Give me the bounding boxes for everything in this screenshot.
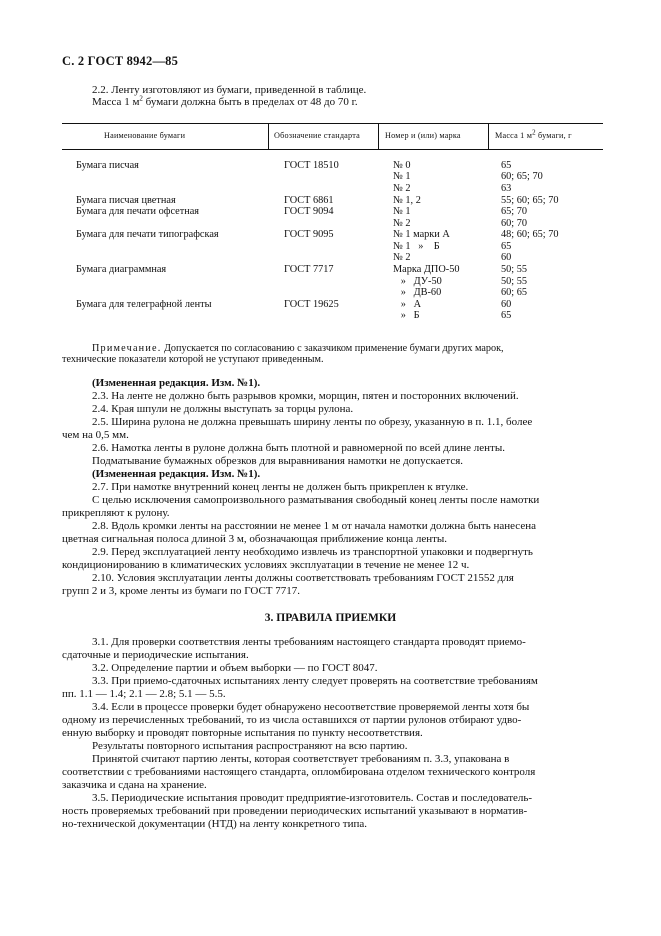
table-header-mark: Номер и (или) марка <box>385 131 461 140</box>
intro-line-2b: бумаги должна быть в пределах от 48 до 70 г. <box>142 96 358 108</box>
note-text-1: Допускается по согласованию с заказчиком применение бумаги других марок, <box>161 343 504 354</box>
clause-3-1-cont: сдаточные и периодические испытания. <box>62 649 249 661</box>
table-col-divider-3 <box>488 123 489 150</box>
table-cell-mass: 55; 60; 65; 70 <box>501 195 559 206</box>
clause-2-10: 2.10. Условия эксплуатации ленты должны соответствовать требованиям ГОСТ 21552 для <box>92 572 514 584</box>
table-cell-mass: 50; 55 <box>501 276 528 287</box>
table-cell-mark: № 2 <box>393 252 411 263</box>
section-title: 3. ПРАВИЛА ПРИЕМКИ <box>264 612 397 624</box>
clause-2-7-para: С целью исключения самопроизвольного разматывания свободный конец ленты после намотки <box>92 494 540 506</box>
table-cell-name: Бумага для телеграфной ленты <box>76 299 212 310</box>
table-cell-standard: ГОСТ 18510 <box>284 160 339 171</box>
clause-3-3: 3.3. При приемо-сдаточных испытаниях ленту следует проверять на соответствие требованиям <box>92 675 538 687</box>
clause-3-3-cont: пп. 1.1 — 1.4; 2.1 — 2.8; 5.1 — 5.5. <box>62 688 226 700</box>
table-header-rule <box>62 149 603 150</box>
clause-2-3: 2.3. На ленте не должно быть разрывов кромки, морщин, пятен и посторонних включений. <box>92 390 519 402</box>
clause-3-4: 3.4. Если в процессе проверки будет обнаружено несоответствие проверяемой ленты хотя бы <box>92 701 530 713</box>
table-cell-mass: 60; 70 <box>501 218 528 229</box>
table-cell-mark: № 1 <box>393 171 411 182</box>
clause-2-7: 2.7. При намотке внутренний конец ленты не должен быть прикреплен к втулке. <box>92 481 469 493</box>
table-cell-mass: 65 <box>501 160 512 171</box>
intro-line-2 <box>92 96 358 108</box>
table-cell-mark: № 2 <box>393 218 411 229</box>
table-cell-mass: 48; 60; 65; 70 <box>501 229 559 240</box>
clause-3-4-para: Результаты повторного испытания распространяют на всю партию. <box>92 740 408 752</box>
table-cell-name: Бумага диаграммная <box>76 264 167 275</box>
table-cell-name: Бумага для печати типографская <box>76 229 219 240</box>
clause-2-5: 2.5. Ширина рулона не должна превышать ширину ленты по обрезу, указанную в п. 1.1, более <box>92 416 533 428</box>
clause-2-4: 2.4. Края шпули не должны выступать за торцы рулона. <box>92 403 354 415</box>
table-cell-standard: ГОСТ 9095 <box>284 229 334 240</box>
table-cell-mark: Марка ДПО-50 <box>393 264 460 275</box>
clause-2-9-cont: кондиционированию в климатических условиях эксплуатации в течение не менее 12 ч. <box>62 559 470 571</box>
table-cell-name: Бумага для печати офсетная <box>76 206 200 217</box>
table-col-divider-1 <box>268 123 269 150</box>
table-header-mass-sup: 2 <box>532 128 536 137</box>
table-cell-mass: 65; 70 <box>501 206 528 217</box>
table-cell-mass: 60; 65; 70 <box>501 171 543 182</box>
clause-3-4-cont: одному из перечисленных требований, то из числа оставшихся от партии рулонов отбирают удво- <box>62 714 522 726</box>
table-header-mass <box>495 128 572 141</box>
intro-line-2-sup: 2 <box>139 94 143 103</box>
table-note-line-1 <box>92 343 504 354</box>
intro-line-1: 2.2. Ленту изготовляют из бумаги, приведенной в таблице. <box>92 84 367 96</box>
table-cell-name: Бумага писчая <box>76 160 139 171</box>
table-cell-mass: 65 <box>501 310 512 321</box>
table-cell-mass: 60 <box>501 299 512 310</box>
clause-2-6: 2.6. Намотка ленты в рулоне должна быть плотной и равномерной по всей длине ленты. <box>92 442 505 454</box>
clause-3-4-cont: енную выборку и проводят повторные испытания по пункту несоответствия. <box>62 727 423 739</box>
table-cell-mark: № 2 <box>393 183 411 194</box>
clause-2-8: 2.8. Вдоль кромки ленты на расстоянии не менее 1 м от начала намотки должна быть нанесена <box>92 520 536 532</box>
table-cell-mark: № 1 » Б <box>393 241 440 252</box>
clause-3-4-cont: соответствии с требованиями настоящего стандарта, опломбирована отделом технического контроля <box>62 766 536 778</box>
note-label: Примечание. <box>92 343 162 354</box>
clause-3-2: 3.2. Определение партии и объем выборки — по ГОСТ 8047. <box>92 662 378 674</box>
table-cell-mark: № 1, 2 <box>393 195 421 206</box>
table-col-divider-2 <box>378 123 379 150</box>
amendment-note: (Измененная редакция. Изм. №1). <box>92 468 261 480</box>
table-cell-mark: » ДВ-60 <box>393 287 442 298</box>
table-cell-standard: ГОСТ 6861 <box>284 195 334 206</box>
clause-2-7-cont: прикрепляют к рулону. <box>62 507 170 519</box>
table-cell-mark: № 1 <box>393 206 411 217</box>
table-cell-mark: № 1 марки А <box>393 229 450 240</box>
clause-3-4-cont: заказчика и сдана на хранение. <box>62 779 207 791</box>
table-header-standard: Обозначение стандарта <box>274 131 360 140</box>
amendment-note: (Измененная редакция. Изм. №1). <box>92 377 261 389</box>
clause-3-5-cont: но-технической документации (НТД) на ленту конкретного типа. <box>62 818 367 830</box>
table-note-line-2: технические показатели которой не уступают приведенным. <box>62 354 324 365</box>
table-cell-name: Бумага писчая цветная <box>76 195 176 206</box>
table-header-mass-b: бумаги, г <box>535 131 572 140</box>
table-cell-mark: » ДУ-50 <box>393 276 442 287</box>
table-cell-standard: ГОСТ 9094 <box>284 206 334 217</box>
table-cell-mass: 60; 65 <box>501 287 528 298</box>
clause-3-4-para: Принятой считают партию ленты, которая соответствует требованиям п. 3.3, упакована в <box>92 753 510 765</box>
table-top-rule <box>62 123 603 124</box>
table-cell-mass: 63 <box>501 183 512 194</box>
table-header-name: Наименование бумаги <box>104 131 186 140</box>
table-cell-mass: 60 <box>501 252 512 263</box>
table-cell-standard: ГОСТ 7717 <box>284 264 334 275</box>
clause-2-6-cont: Подматывание бумажных обрезков для выравнивания намотки не допускается. <box>92 455 464 467</box>
table-cell-mark: » А <box>393 299 422 310</box>
clause-3-1: 3.1. Для проверки соответствия ленты требованиям настоящего стандарта проводят приемо- <box>92 636 526 648</box>
table-cell-mass: 65 <box>501 241 512 252</box>
clause-2-8-cont: цветная сигнальная полоса длиной 3 м, обозначающая приближение конца ленты. <box>62 533 448 545</box>
clause-2-9: 2.9. Перед эксплуатацией ленту необходимо извлечь из транспортной упаковки и подвергнуть <box>92 546 533 558</box>
table-header-mass-a: Масса 1 м <box>495 131 533 140</box>
page-header: С. 2 ГОСТ 8942—85 <box>62 54 179 68</box>
table-cell-mass: 50; 55 <box>501 264 528 275</box>
clause-2-5-cont: чем на 0,5 мм. <box>62 429 129 441</box>
table-cell-standard: ГОСТ 19625 <box>284 299 339 310</box>
intro-line-2a: Масса 1 м <box>92 96 140 108</box>
clause-3-5: 3.5. Периодические испытания проводит предприятие-изготовитель. Состав и последователь- <box>92 792 533 804</box>
clause-3-5-cont: ность проверяемых требований при проведении периодических испытаний указывают в норматив- <box>62 805 528 817</box>
table-cell-mark: № 0 <box>393 160 411 171</box>
clause-2-10-cont: групп 2 и 3, кроме ленты из бумаги по ГОСТ 7717. <box>62 585 300 597</box>
table-cell-mark: » Б <box>393 310 420 321</box>
